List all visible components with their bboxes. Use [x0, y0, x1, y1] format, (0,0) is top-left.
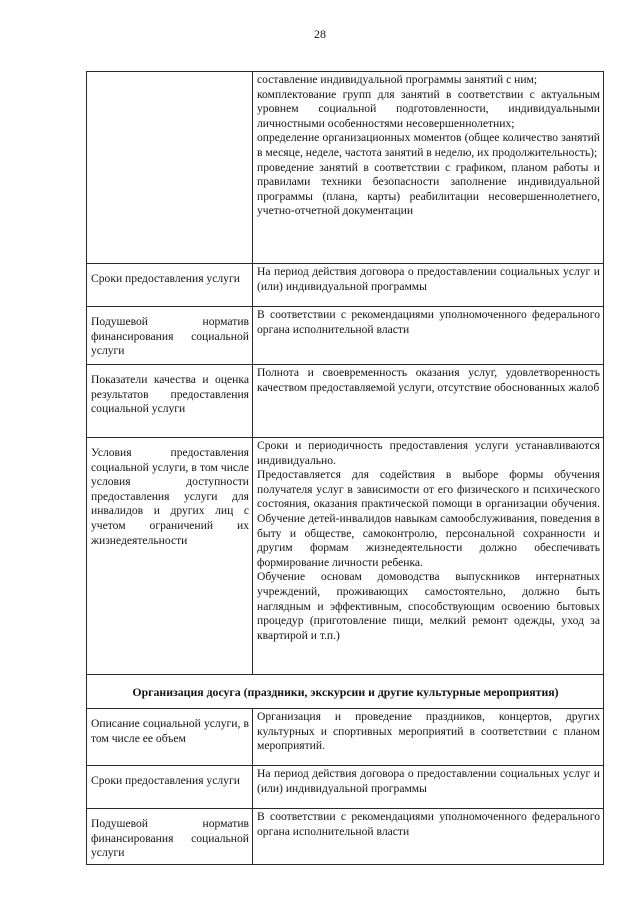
row-label [87, 809, 253, 865]
value-paragraph: Организация и проведение праздников, концертов, других культурных и спортивных мероприятий в соответствии с планом мероприятий. [257, 710, 600, 753]
value-paragraph: проведение занятий в соответствии с графиком, планом работы и правилами техники безопасности заполнение индивидуальной программы (плана, карты) реабилитации несовершеннолетнего, учетно-отчетной документации [257, 160, 600, 218]
table-row [87, 809, 604, 865]
row-label [87, 438, 253, 675]
row-label-text: Подушевой норматив финансирования социальной услуги [91, 817, 249, 860]
value-paragraph: Обучение основам домоводства выпускников интернатных учреждений, проживающих самостоятельно, должно быть наглядным и эффективным, способствующим освоению бытовых процедур (приготовление пищи, мелкий ремонт одежды, уход за квартирой и т.п.) [257, 570, 600, 642]
table-row [87, 766, 604, 809]
value-paragraph: На период действия договора о предоставлении социальных услуг и (или) индивидуальной программы [257, 767, 600, 795]
value-paragraph: определение организационных моментов (общее количество занятий в месяце, неделе, частота занятий в неделю, их продолжительность); [257, 131, 600, 159]
table-row [87, 264, 604, 307]
section-header-row [87, 675, 604, 709]
row-value [253, 809, 604, 865]
row-label [87, 365, 253, 438]
row-label-text: Подушевой норматив финансирования социальной услуги [91, 315, 249, 358]
row-label [87, 709, 253, 766]
value-paragraph: Полнота и своевременность оказания услуг, удовлетворенность качеством предоставляемой услуги, отсутствие обоснованных жалоб [257, 366, 600, 394]
table-row [87, 709, 604, 766]
row-value [253, 365, 604, 438]
row-value [253, 766, 604, 809]
row-value [253, 264, 604, 307]
section-title: Организация досуга (праздники, экскурсии и другие культурные мероприятия) [87, 675, 604, 709]
table-row [87, 365, 604, 438]
row-value [253, 709, 604, 766]
value-paragraph: Предоставляется для содействия в выборе формы обучения получателя услуг в зависимости от его физического и психического состояния, оказания практической помощи в организации обучения. Обучение детей-инвалидов навыкам самообслуживания, поведения в быту и обществе, самоконтролю, персональной сохранности и другим формам жизнедеятельности должно обеспечивать формирование личности ребенка. [257, 468, 600, 569]
row-label-text: Условия предоставления социальной услуги, в том числе условия доступности предоставления услуги для инвалидов и других лиц с учетом ограничений их жизнедеятельности [91, 446, 249, 547]
value-paragraph: На период действия договора о предоставлении социальных услуг и (или) индивидуальной программы [257, 265, 600, 293]
row-label [87, 766, 253, 809]
value-paragraph: Сроки и периодичность предоставления услуги устанавливаются индивидуально. [257, 439, 600, 467]
row-label-text: Сроки предоставления услуги [91, 774, 240, 787]
row-value [253, 438, 604, 675]
row-label-text: Показатели качества и оценка результатов предоставления социальной услуги [91, 373, 249, 416]
services-table [86, 71, 604, 865]
page-number: 28 [314, 27, 326, 41]
row-label [87, 307, 253, 365]
table-row [87, 307, 604, 365]
table-row [87, 72, 604, 264]
row-label-text: Описание социальной услуги, в том числе ее объем [91, 717, 249, 745]
row-label-text: Сроки предоставления услуги [91, 272, 240, 285]
row-value [253, 307, 604, 365]
value-paragraph: составление индивидуальной программы занятий с ним; [257, 73, 538, 86]
row-label [87, 264, 253, 307]
value-paragraph: В соответствии с рекомендациями уполномоченного федерального органа исполнительной власти [257, 308, 600, 336]
row-label [87, 72, 253, 264]
table-row [87, 438, 604, 675]
row-value [253, 72, 604, 264]
value-paragraph: В соответствии с рекомендациями уполномоченного федерального органа исполнительной власти [257, 810, 600, 838]
value-paragraph: комплектование групп для занятий в соответствии с актуальным уровнем социальной подготовленности, индивидуальными личностными особенностями несовершеннолетних; [257, 87, 600, 130]
